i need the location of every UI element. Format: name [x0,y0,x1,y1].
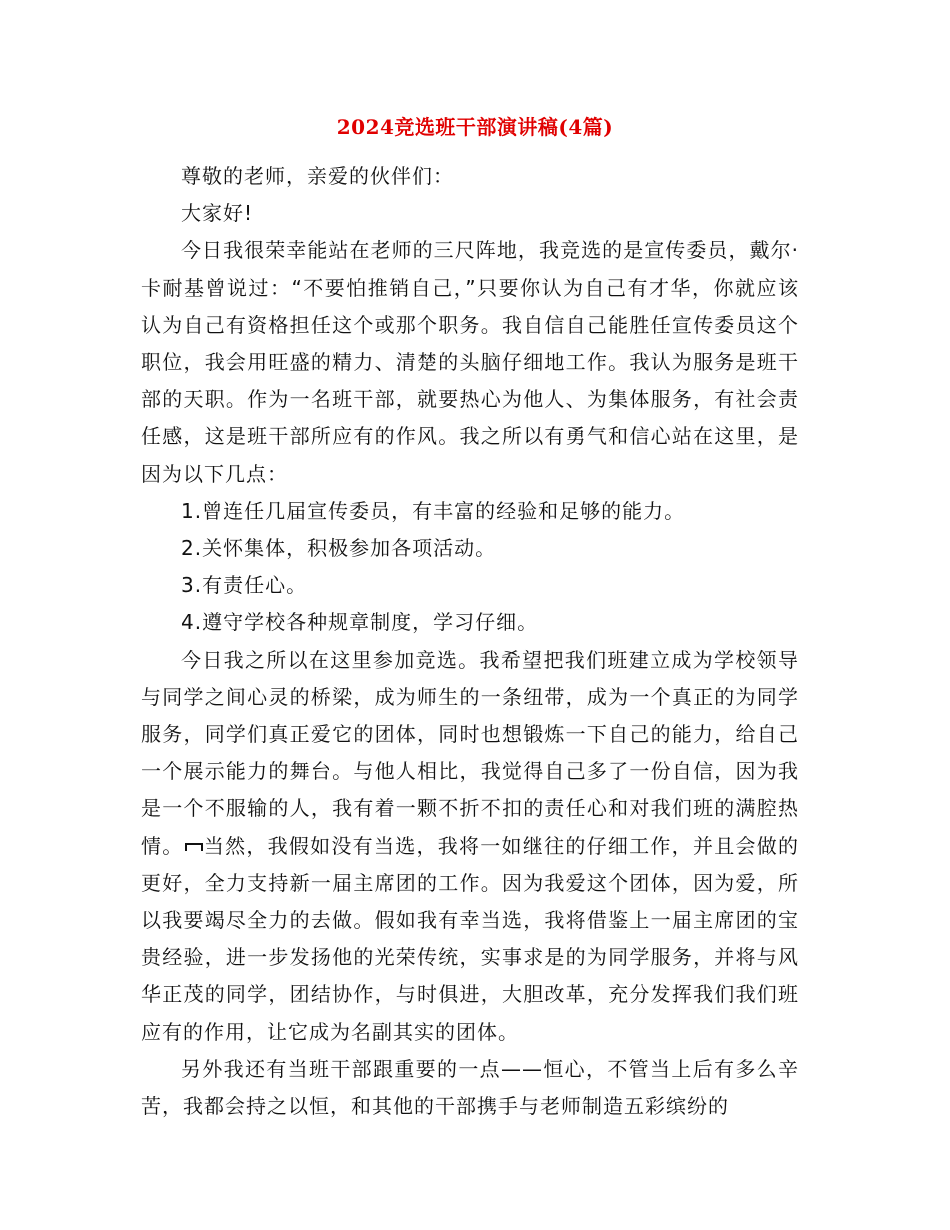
paragraph-reason [141,642,799,1051]
paragraph-point-2: 2.关怀集体，积极参加各项活动。 [181,536,497,561]
document-title: 2024竞选班干部演讲稿(4篇) [336,115,614,139]
paragraph-hello: 大家好! [181,201,254,226]
paragraph-reason-part-a: 今日我之所以在这里参加竞选。我希望把我们班建立成为学校领导与同学之间心灵的桥梁，成为师生的一条纽带，成为一个真正的为同学服务，同学们真正爱它的团体，同时也想锻炼一下自己的能力，给自己一个展示能力的舞台。与他人相比，我觉得自己多了一份自信，因为我是一个不服输的人，我有着一颗不折不扣的责任心和对我们班的满腔热情。 [141,647,799,858]
paragraph-greeting: 尊敬的老师，亲爱的伙伴们： [181,164,454,188]
paragraph-perseverance: 另外我还有当班干部跟重要的一点——恒心，不管当上后有多么辛苦，我都会持之以恒，和其他的干部携手与老师制造五彩缤纷的 [141,1056,799,1119]
bracket-mark-icon [185,843,203,851]
paragraph-point-3: 3.有责任心。 [181,573,308,598]
document-body [141,158,799,1125]
paragraph-point-1: 1.曾连任几届宣传委员，有丰富的经验和足够的能力。 [181,498,686,523]
paragraph-reason-part-b: 当然，我假如没有当选，我将一如继往的仔细工作，并且会做的更好，全力支持新一届主席团的工作。因为我爱这个团体，因为爱，所以我要竭尽全力的去做。假如我有幸当选，我将借鉴上一届主席团的宝贵经验，进一步发扬他的光荣传统，实事求是的为同学服务，并将与风华正茂的同学，团结协作，与时俱进，大胆改革，充分发挥我们我们班应有的作用，让它成为名副其实的团体。 [141,833,800,1044]
paragraph-intro: 今日我很荣幸能站在老师的三尺阵地，我竞选的是宣传委员，戴尔·卡耐基曾说过：“不要怕推销自己，”只要你认为自己有才华，你就应该认为自己有资格担任这个或那个职务。我自信自己能胜任宣传委员这个职位，我会用旺盛的精力、清楚的头脑仔细地工作。我认为服务是班干部的天职。作为一名班干部，就要热心为他人、为集体服务，有社会责任感，这是班干部所应有的作风。我之所以有勇气和信心站在这里，是因为以下几点： [141,238,799,486]
paragraph-point-4: 4.遵守学校各种规章制度，学习仔细。 [181,610,539,635]
